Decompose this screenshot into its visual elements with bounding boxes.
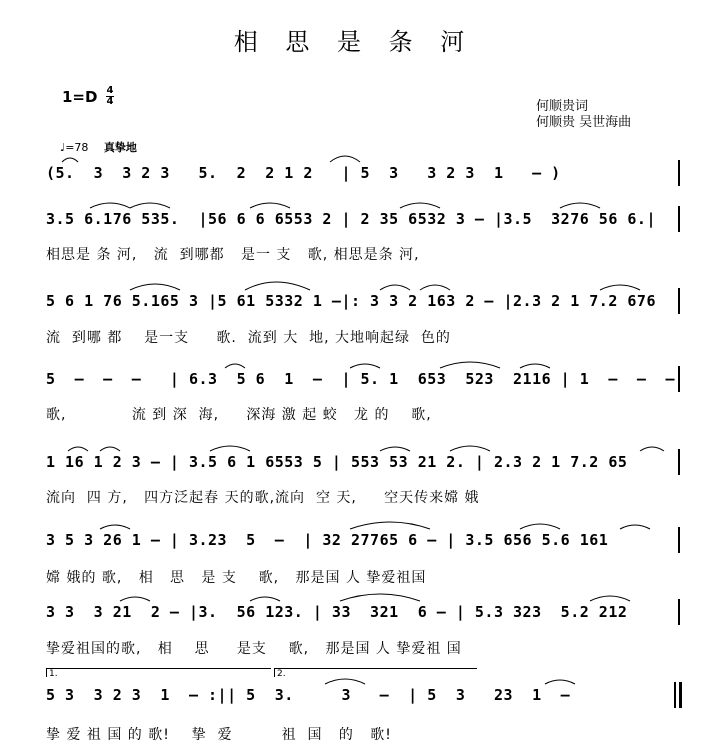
- notation-notes: 3.5 6.176 535. |56 6 6 6553 2 | 2 35 6532 3 – |3.5 3276 56 6.|: [46, 210, 656, 228]
- lyric-row-6: 嫦 娥的 歌, 相 思 是 支 歌, 那是国 人 挚爱祖国: [46, 570, 427, 586]
- song-title: 相 思 是 条 河: [233, 28, 475, 56]
- tempo-value: ♩=78: [60, 141, 89, 154]
- lyric-row-3: 流 到哪 都 是一支 歌. 流到 大 地, 大地响起绿 色的: [46, 330, 451, 346]
- notation-row-3: [46, 288, 686, 328]
- lyric-row-7: 挚爱祖国的歌, 相 思 是支 歌, 那是国 人 挚爱祖 国: [46, 641, 462, 657]
- row-end-barline: [678, 206, 680, 232]
- tempo-marking: [60, 139, 137, 155]
- volta-second-ending: [274, 668, 477, 677]
- time-signature: [106, 86, 114, 107]
- composer-credit: 何顺贵 吴世海曲: [536, 115, 632, 130]
- row-end-barline: [678, 288, 680, 314]
- final-barline-thick: [679, 682, 682, 708]
- notation-notes: 5 3 3 2 3 1 – :|| 5 3. 3 – | 5 3 23 1 –: [46, 686, 571, 704]
- lyric-row-5: 流向 四 方, 四方泛起春 天的歌,流向 空 天, 空天传来嫦 娥: [46, 490, 480, 506]
- notation-row-2: [46, 206, 686, 246]
- notation-notes: 5 6 1 76 5.165 3 |5 61 5332 1 –|: 3 3 2 163 2 – |2.3 2 1 7.2 676: [46, 292, 656, 310]
- volta-first-ending: [46, 668, 271, 677]
- volta-first-label: 1.: [49, 669, 58, 679]
- meter-top: 4: [106, 85, 114, 96]
- notation-notes: 5 – – – | 6.3 5 6 1 – | 5. 1 653 523 2116 | 1 – – –: [46, 370, 676, 388]
- lyric-row-2: 相思是 条 河, 流 到哪都 是一 支 歌, 相思是条 河,: [46, 247, 420, 263]
- final-barline-thin: [674, 682, 676, 708]
- notation-row-1: [46, 160, 686, 200]
- tempo-expression: 真挚地: [103, 141, 137, 154]
- key-signature: 1=D: [62, 88, 98, 106]
- lyricist-credit: 何顺贵词: [536, 99, 589, 114]
- meter-bottom: 4: [106, 96, 114, 107]
- row-end-barline: [678, 160, 680, 186]
- notation-row-4: [46, 366, 686, 406]
- row-end-barline: [678, 599, 680, 625]
- notation-row-8: [46, 682, 686, 722]
- notation-row-7: [46, 599, 686, 639]
- notation-row-6: [46, 527, 686, 567]
- lyric-row-4: 歌, 流 到 深 海, 深海 激 起 蛟 龙 的 歌,: [46, 407, 432, 423]
- notation-row-5: [46, 449, 686, 489]
- row-end-barline: [678, 527, 680, 553]
- notation-notes: 3 5 3 26 1 – | 3.23 5 – | 32 27765 6 – | 3.5 656 5.6 161: [46, 531, 609, 549]
- row-end-barline: [678, 449, 680, 475]
- notation-notes: (5. 3 3 2 3 5. 2 2 1 2 | 5 3 3 2 3 1 – ): [46, 164, 561, 182]
- notation-notes: 1 16 1 2 3 – | 3.5 6 1 6553 5 | 553 53 21 2. | 2.3 2 1 7.2 65: [46, 453, 628, 471]
- volta-second-label: 2.: [277, 669, 286, 679]
- row-end-barline: [678, 366, 680, 392]
- notation-notes: 3 3 3 21 2 – |3. 56 123. | 33 321 6 – | 5.3 323 5.2 212: [46, 603, 628, 621]
- lyric-row-8: 挚 爱 祖 国 的 歌! 挚 爱 祖 国 的 歌!: [46, 727, 392, 743]
